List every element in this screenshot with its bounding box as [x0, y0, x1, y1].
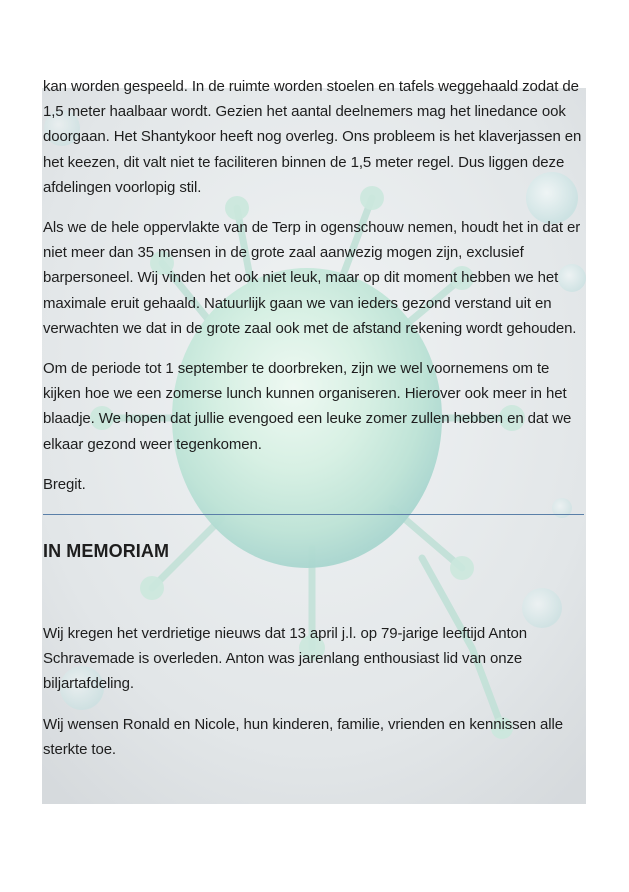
- article-paragraph-2: Als we de hele oppervlakte van de Terp in ogenschouw nemen, houdt het in dat er niet meer dan 35 mensen in de grote zaal aanwezig mogen zijn, exclusief barpersoneel. Wij vinden het ook niet leuk, maar op dit moment hebben we het maximale eruit gehaald. Natuurlijk gaan we van ieders gezond verstand uit en verwachten we dat in de grote zaal ook met de afstand rekening wordt gehouden.: [43, 219, 581, 337]
- memoriam-heading: IN MEMORIAM: [43, 541, 170, 562]
- memoriam-paragraph-1: Wij kregen het verdrietige nieuws dat 13 april j.l. op 79-jarige leeftijd Anton Schravemade is overleden. Anton was jarenlang enthousiast lid van onze biljartafdeling.: [43, 625, 528, 693]
- page-content: [43, 74, 588, 777]
- article-paragraph-3: Om de periode tot 1 september te doorbreken, zijn we wel voornemens om te kijken hoe we een zomerse lunch kunnen organiseren. Hierover ook meer in het blaadje. We hopen dat jullie evengoed een leuke zomer zullen hebben en dat we elkaar gezond weer tegenkomen.: [43, 360, 572, 453]
- section-divider: [43, 514, 584, 515]
- memoriam-paragraph-2: Wij wensen Ronald en Nicole, hun kinderen, familie, vrienden en kennissen alle sterkte toe.: [43, 715, 563, 758]
- article-signature: Bregit.: [43, 475, 86, 493]
- article-paragraph-1: kan worden gespeeld. In de ruimte worden stoelen en tafels weggehaald zodat de 1,5 meter haalbaar wordt. Gezien het aantal deelnemers mag het linedance ook doorgaan. Het Shantykoor heeft nog overleg. Ons probleem is het klaverjassen en het keezen, dit valt niet te faciliteren binnen de 1,5 meter regel. Dus liggen deze afdelingen voorlopig stil.: [43, 78, 582, 196]
